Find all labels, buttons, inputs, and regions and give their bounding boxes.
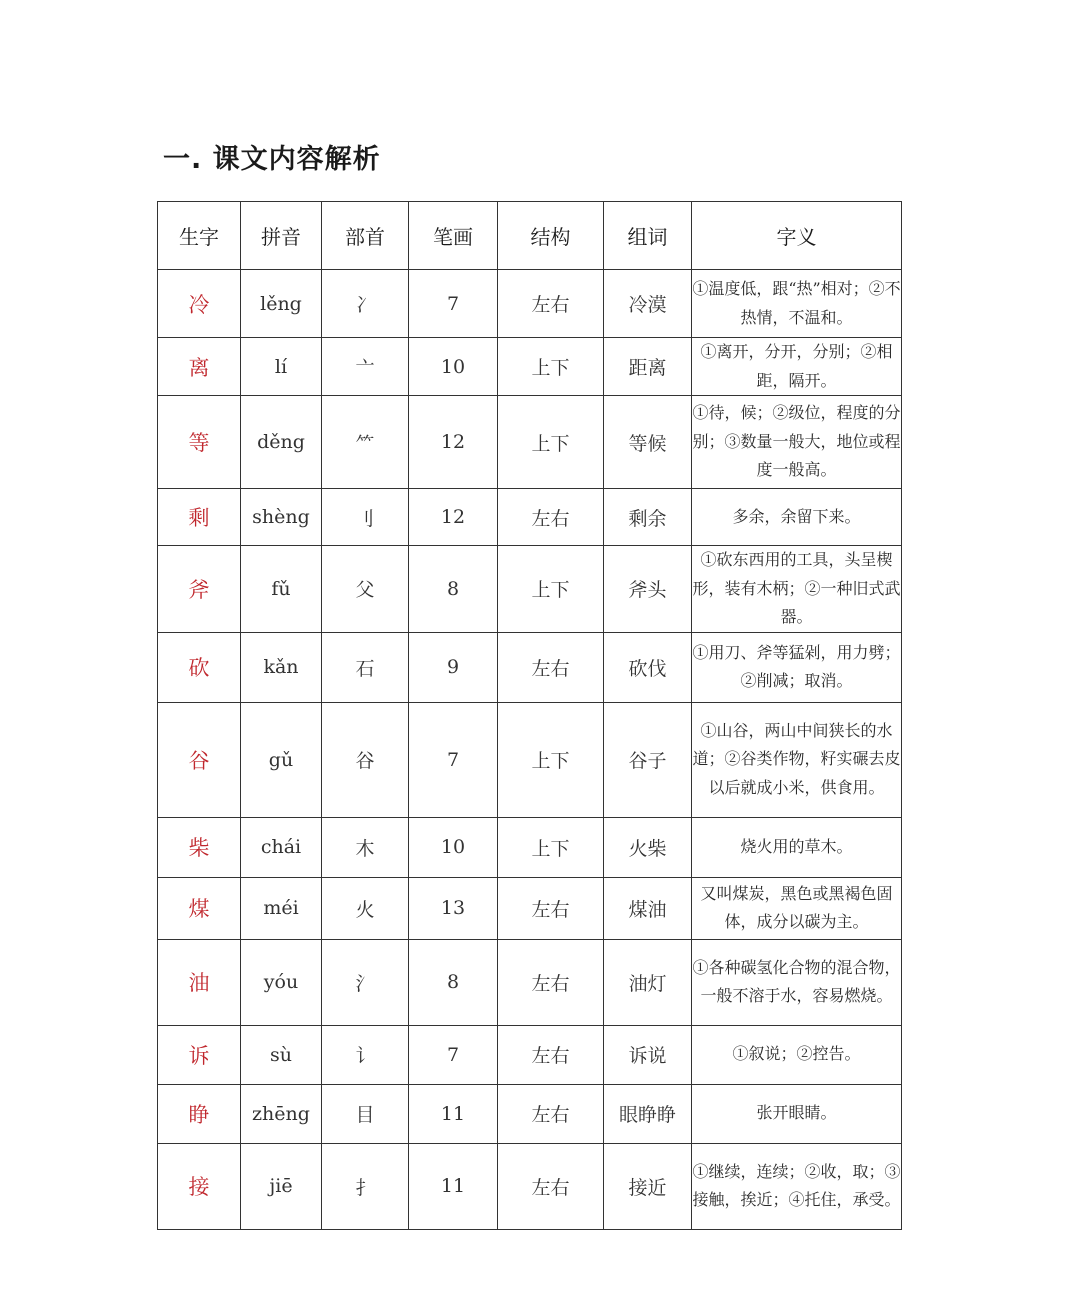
header-strokes: 笔画 xyxy=(409,202,498,270)
table-row xyxy=(158,338,902,396)
strokes-cell: 11 xyxy=(409,1084,498,1143)
meaning-cell: ①温度低，跟“热”相对；②不热情，不温和。 xyxy=(692,270,902,338)
structure-cell: 上下 xyxy=(498,338,604,396)
table-row xyxy=(158,270,902,338)
strokes-cell: 11 xyxy=(409,1143,498,1229)
meaning-cell: ①砍东西用的工具，头呈楔形，装有木柄；②一种旧式武器。 xyxy=(692,546,902,633)
word-cell: 接近 xyxy=(604,1143,692,1229)
structure-cell: 左右 xyxy=(498,877,604,939)
structure-cell: 左右 xyxy=(498,489,604,546)
pinyin-cell: kǎn xyxy=(241,632,322,702)
structure-cell: 左右 xyxy=(498,1084,604,1143)
word-cell: 眼睁睁 xyxy=(604,1084,692,1143)
char-cell: 睁 xyxy=(158,1084,241,1143)
char-cell: 谷 xyxy=(158,702,241,817)
structure-cell: 上下 xyxy=(498,817,604,877)
strokes-cell: 8 xyxy=(409,546,498,633)
word-cell: 油灯 xyxy=(604,939,692,1025)
radical-cell: ⺮ xyxy=(322,396,409,489)
structure-cell: 左右 xyxy=(498,939,604,1025)
structure-cell: 上下 xyxy=(498,396,604,489)
header-char: 生字 xyxy=(158,202,241,270)
strokes-cell: 8 xyxy=(409,939,498,1025)
table-row xyxy=(158,546,902,633)
word-cell: 冷漠 xyxy=(604,270,692,338)
pinyin-cell: shèng xyxy=(241,489,322,546)
structure-cell: 上下 xyxy=(498,702,604,817)
radical-cell: 木 xyxy=(322,817,409,877)
word-cell: 谷子 xyxy=(604,702,692,817)
header-word: 组词 xyxy=(604,202,692,270)
char-cell: 油 xyxy=(158,939,241,1025)
word-cell: 诉说 xyxy=(604,1025,692,1084)
table-row xyxy=(158,1025,902,1084)
strokes-cell: 7 xyxy=(409,702,498,817)
meaning-cell: 张开眼睛。 xyxy=(692,1084,902,1143)
word-cell: 砍伐 xyxy=(604,632,692,702)
word-cell: 距离 xyxy=(604,338,692,396)
pinyin-cell: méi xyxy=(241,877,322,939)
char-cell: 冷 xyxy=(158,270,241,338)
strokes-cell: 9 xyxy=(409,632,498,702)
meaning-cell: ①叙说；②控告。 xyxy=(692,1025,902,1084)
radical-cell: 冫 xyxy=(322,270,409,338)
table-row xyxy=(158,877,902,939)
table-row xyxy=(158,632,902,702)
table-row xyxy=(158,489,902,546)
header-meaning: 字义 xyxy=(692,202,902,270)
meaning-cell: 烧火用的草木。 xyxy=(692,817,902,877)
strokes-cell: 13 xyxy=(409,877,498,939)
char-cell: 煤 xyxy=(158,877,241,939)
table-row xyxy=(158,702,902,817)
char-cell: 接 xyxy=(158,1143,241,1229)
pinyin-cell: sù xyxy=(241,1025,322,1084)
char-cell: 等 xyxy=(158,396,241,489)
radical-cell: 父 xyxy=(322,546,409,633)
pinyin-cell: gǔ xyxy=(241,702,322,817)
word-cell: 斧头 xyxy=(604,546,692,633)
meaning-cell: ①山谷，两山中间狭长的水道；②谷类作物，籽实碾去皮以后就成小米，供食用。 xyxy=(692,702,902,817)
table-row xyxy=(158,817,902,877)
radical-cell: 石 xyxy=(322,632,409,702)
meaning-cell: ①待，候；②级位，程度的分别；③数量一般大，地位或程度一般高。 xyxy=(692,396,902,489)
table-row xyxy=(158,939,902,1025)
table-row xyxy=(158,1084,902,1143)
meaning-cell: ①用刀、斧等猛剁，用力劈；②削减；取消。 xyxy=(692,632,902,702)
char-cell: 诉 xyxy=(158,1025,241,1084)
char-cell: 斧 xyxy=(158,546,241,633)
word-cell: 剩余 xyxy=(604,489,692,546)
strokes-cell: 10 xyxy=(409,817,498,877)
char-cell: 柴 xyxy=(158,817,241,877)
char-cell: 砍 xyxy=(158,632,241,702)
radical-cell: 氵 xyxy=(322,939,409,1025)
structure-cell: 左右 xyxy=(498,270,604,338)
word-cell: 火柴 xyxy=(604,817,692,877)
page-title: 一. 课文内容解析 xyxy=(163,144,381,175)
meaning-cell: ①继续，连续；②收，取；③接触，挨近；④托住，承受。 xyxy=(692,1143,902,1229)
pinyin-cell: zhēng xyxy=(241,1084,322,1143)
pinyin-cell: fǔ xyxy=(241,546,322,633)
strokes-cell: 10 xyxy=(409,338,498,396)
radical-cell: 目 xyxy=(322,1084,409,1143)
radical-cell: 谷 xyxy=(322,702,409,817)
pinyin-cell: chái xyxy=(241,817,322,877)
char-cell: 离 xyxy=(158,338,241,396)
structure-cell: 左右 xyxy=(498,1025,604,1084)
pinyin-cell: lěng xyxy=(241,270,322,338)
pinyin-cell: děng xyxy=(241,396,322,489)
strokes-cell: 12 xyxy=(409,489,498,546)
pinyin-cell: lí xyxy=(241,338,322,396)
structure-cell: 左右 xyxy=(498,1143,604,1229)
radical-cell: 刂 xyxy=(322,489,409,546)
meaning-cell: 多余，余留下来。 xyxy=(692,489,902,546)
header-row xyxy=(158,202,902,270)
meaning-cell: ①各种碳氢化合物的混合物，一般不溶于水，容易燃烧。 xyxy=(692,939,902,1025)
radical-cell: 扌 xyxy=(322,1143,409,1229)
vocab-table xyxy=(157,201,902,1230)
word-cell: 等候 xyxy=(604,396,692,489)
pinyin-cell: jiē xyxy=(241,1143,322,1229)
table-row xyxy=(158,396,902,489)
structure-cell: 上下 xyxy=(498,546,604,633)
radical-cell: 火 xyxy=(322,877,409,939)
table-row xyxy=(158,1143,902,1229)
meaning-cell: ①离开，分开，分别；②相距，隔开。 xyxy=(692,338,902,396)
strokes-cell: 12 xyxy=(409,396,498,489)
radical-cell: 讠 xyxy=(322,1025,409,1084)
strokes-cell: 7 xyxy=(409,270,498,338)
char-cell: 剩 xyxy=(158,489,241,546)
header-radical: 部首 xyxy=(322,202,409,270)
meaning-cell: 又叫煤炭，黑色或黑褐色固体，成分以碳为主。 xyxy=(692,877,902,939)
header-structure: 结构 xyxy=(498,202,604,270)
word-cell: 煤油 xyxy=(604,877,692,939)
structure-cell: 左右 xyxy=(498,632,604,702)
pinyin-cell: yóu xyxy=(241,939,322,1025)
radical-cell: 亠 xyxy=(322,338,409,396)
strokes-cell: 7 xyxy=(409,1025,498,1084)
header-pinyin: 拼音 xyxy=(241,202,322,270)
